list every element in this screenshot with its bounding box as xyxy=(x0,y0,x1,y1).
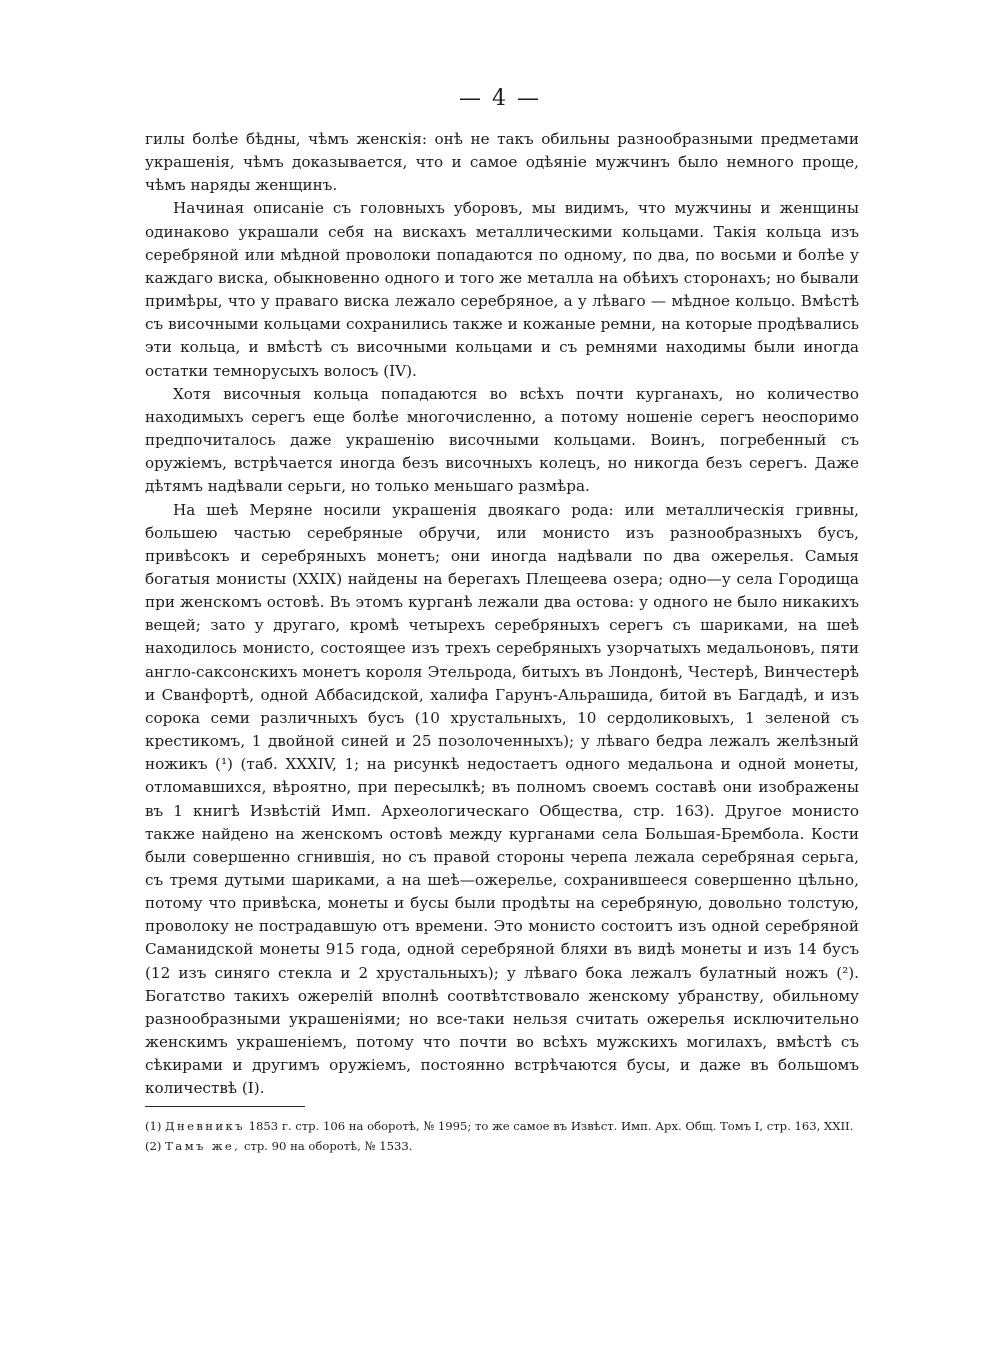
footnote-divider xyxy=(145,1106,305,1107)
footnote-2 xyxy=(145,1137,859,1155)
footnote-1-marker: (1) xyxy=(145,1119,162,1133)
paragraph-3: Хотя височныя кольца попадаются во всѣхъ почти курганахъ, но количество находимыхъ серегъ еще болѣе многочисленно, а потому ношеніе серегъ неоспоримо предпочиталось даже украшенію височными кольцами. Воинъ, погребенный съ оружіемъ, встрѣчается иногда безъ височныхъ колецъ, но никогда безъ серегъ. Даже дѣтямъ надѣвали серьги, но только меньшаго размѣра. xyxy=(145,384,859,496)
page-number: — 4 — xyxy=(459,86,541,111)
paragraph-4: На шеѣ Меряне носили украшенія двоякаго рода: или металлическія гривны, большею частью серебряные обручи, или монисто изъ разнообразныхъ бусъ, привѣсокъ и серебряныхъ монетъ; они иногда надѣвали по два ожерелья. Самыя богатыя монисты (XXIX) найдены на берегахъ Плещеева озера; одно—у села Городища при женскомъ остовѣ. Въ этомъ курганѣ лежали два остова: у одного не было никакихъ вещей; зато у другаго, кромѣ четырехъ серебряныхъ серегъ съ шариками, на шеѣ находилось монисто, состоящее изъ трехъ серебряныхъ узорчатыхъ медальоновъ, пяти англо-саксонскихъ монетъ короля Этельрода, битыхъ въ Лондонѣ, Честерѣ, Винчестерѣ и Сванфортѣ, одной Аббасидской, халифа Гарунъ-Альрашида, битой въ Багдадѣ, и изъ сорока семи различныхъ бусъ (10 хрустальныхъ, 10 сердоликовыхъ, 1 зеленой съ крестикомъ, 1 двойной синей и 25 позолоченныхъ); у лѣваго бедра лежалъ желѣзный ножикъ (¹) (таб. XXXIV, 1; на рисункѣ недостаетъ одного медальона и одной монеты, отломавшихся, вѣроятно, при пересылкѣ; въ полномъ своемъ составѣ они изображены въ 1 книгѣ Извѣстій Имп. Археологическаго Общества, стр. 163). Другое монисто также найдено на женскомъ остовѣ между курганами села Большая-Брембола. Кости были совершенно сгнившія, но съ правой стороны черепа лежала серебряная серьга, съ тремя дутыми шариками, а на шеѣ—ожерелье, сохранившееся совершенно цѣльно, потому что привѣска, монеты и бусы были продѣты на серебряную, довольно толстую, проволоку не пострадавшую отъ времени. Это монисто состоитъ изъ одной серебряной Саманидской монеты 915 года, одной серебряной бляхи въ видѣ монеты и изъ 14 бусъ (12 изъ синяго стекла и 2 хрустальныхъ); у лѣваго бока лежалъ булатный ножъ (²). Богатство такихъ ожерелій вполнѣ соотвѣтствовало женскому убранству, обильному разнообразными украшеніями; но все-таки нельзя считать ожерелья исключительно женскимъ украшеніемъ, потому что почти во всѣхъ мужскихъ могилахъ, вмѣстѣ съ сѣкирами и другимъ оружіемъ, постоянно встрѣчаются бусы, и даже въ большомъ количествѣ (I). xyxy=(145,500,859,1098)
footnote-2-marker: (2) xyxy=(145,1139,162,1153)
paragraph-1: гилы болѣе бѣдны, чѣмъ женскія: онѣ не такъ обильны разнообразными предметами украшенія, чѣмъ доказывается, что и самое одѣяніе мужчинъ было немного проще, чѣмъ наряды женщинъ. xyxy=(145,130,859,195)
footnotes xyxy=(145,1117,859,1157)
footnote-2-source: Тамъ же, xyxy=(165,1139,241,1153)
footnote-1-source: Дневникъ xyxy=(165,1119,245,1133)
footnote-2-text: стр. 90 на оборотѣ, № 1533. xyxy=(243,1139,413,1153)
paragraph-2: Начиная описаніе съ головныхъ уборовъ, мы видимъ, что мужчины и женщины одинаково украшали себя на вискахъ металлическими кольцами. Такія кольца изъ серебряной или мѣдной проволоки попадаются по одному, по два, по восьми и болѣе у каждаго виска, обыкновенно одного и того же металла на обѣихъ сторонахъ; но бывали примѣры, что у праваго виска лежало серебряное, а у лѣваго — мѣдное кольцо. Вмѣстѣ съ височными кольцами сохранились также и кожаные ремни, на которые продѣвались эти кольца, и вмѣстѣ съ височными кольцами и съ ремнями находимы были иногда остатки темнорусыхъ волосъ (IV). xyxy=(145,199,859,380)
footnote-1-text: 1853 г. стр. 106 на оборотѣ, № 1995; то же самое въ Извѣст. Имп. Арх. Общ. Томъ I, стр. 163, XXII. xyxy=(248,1119,854,1133)
footnote-1 xyxy=(145,1117,859,1135)
main-text xyxy=(145,128,859,1101)
